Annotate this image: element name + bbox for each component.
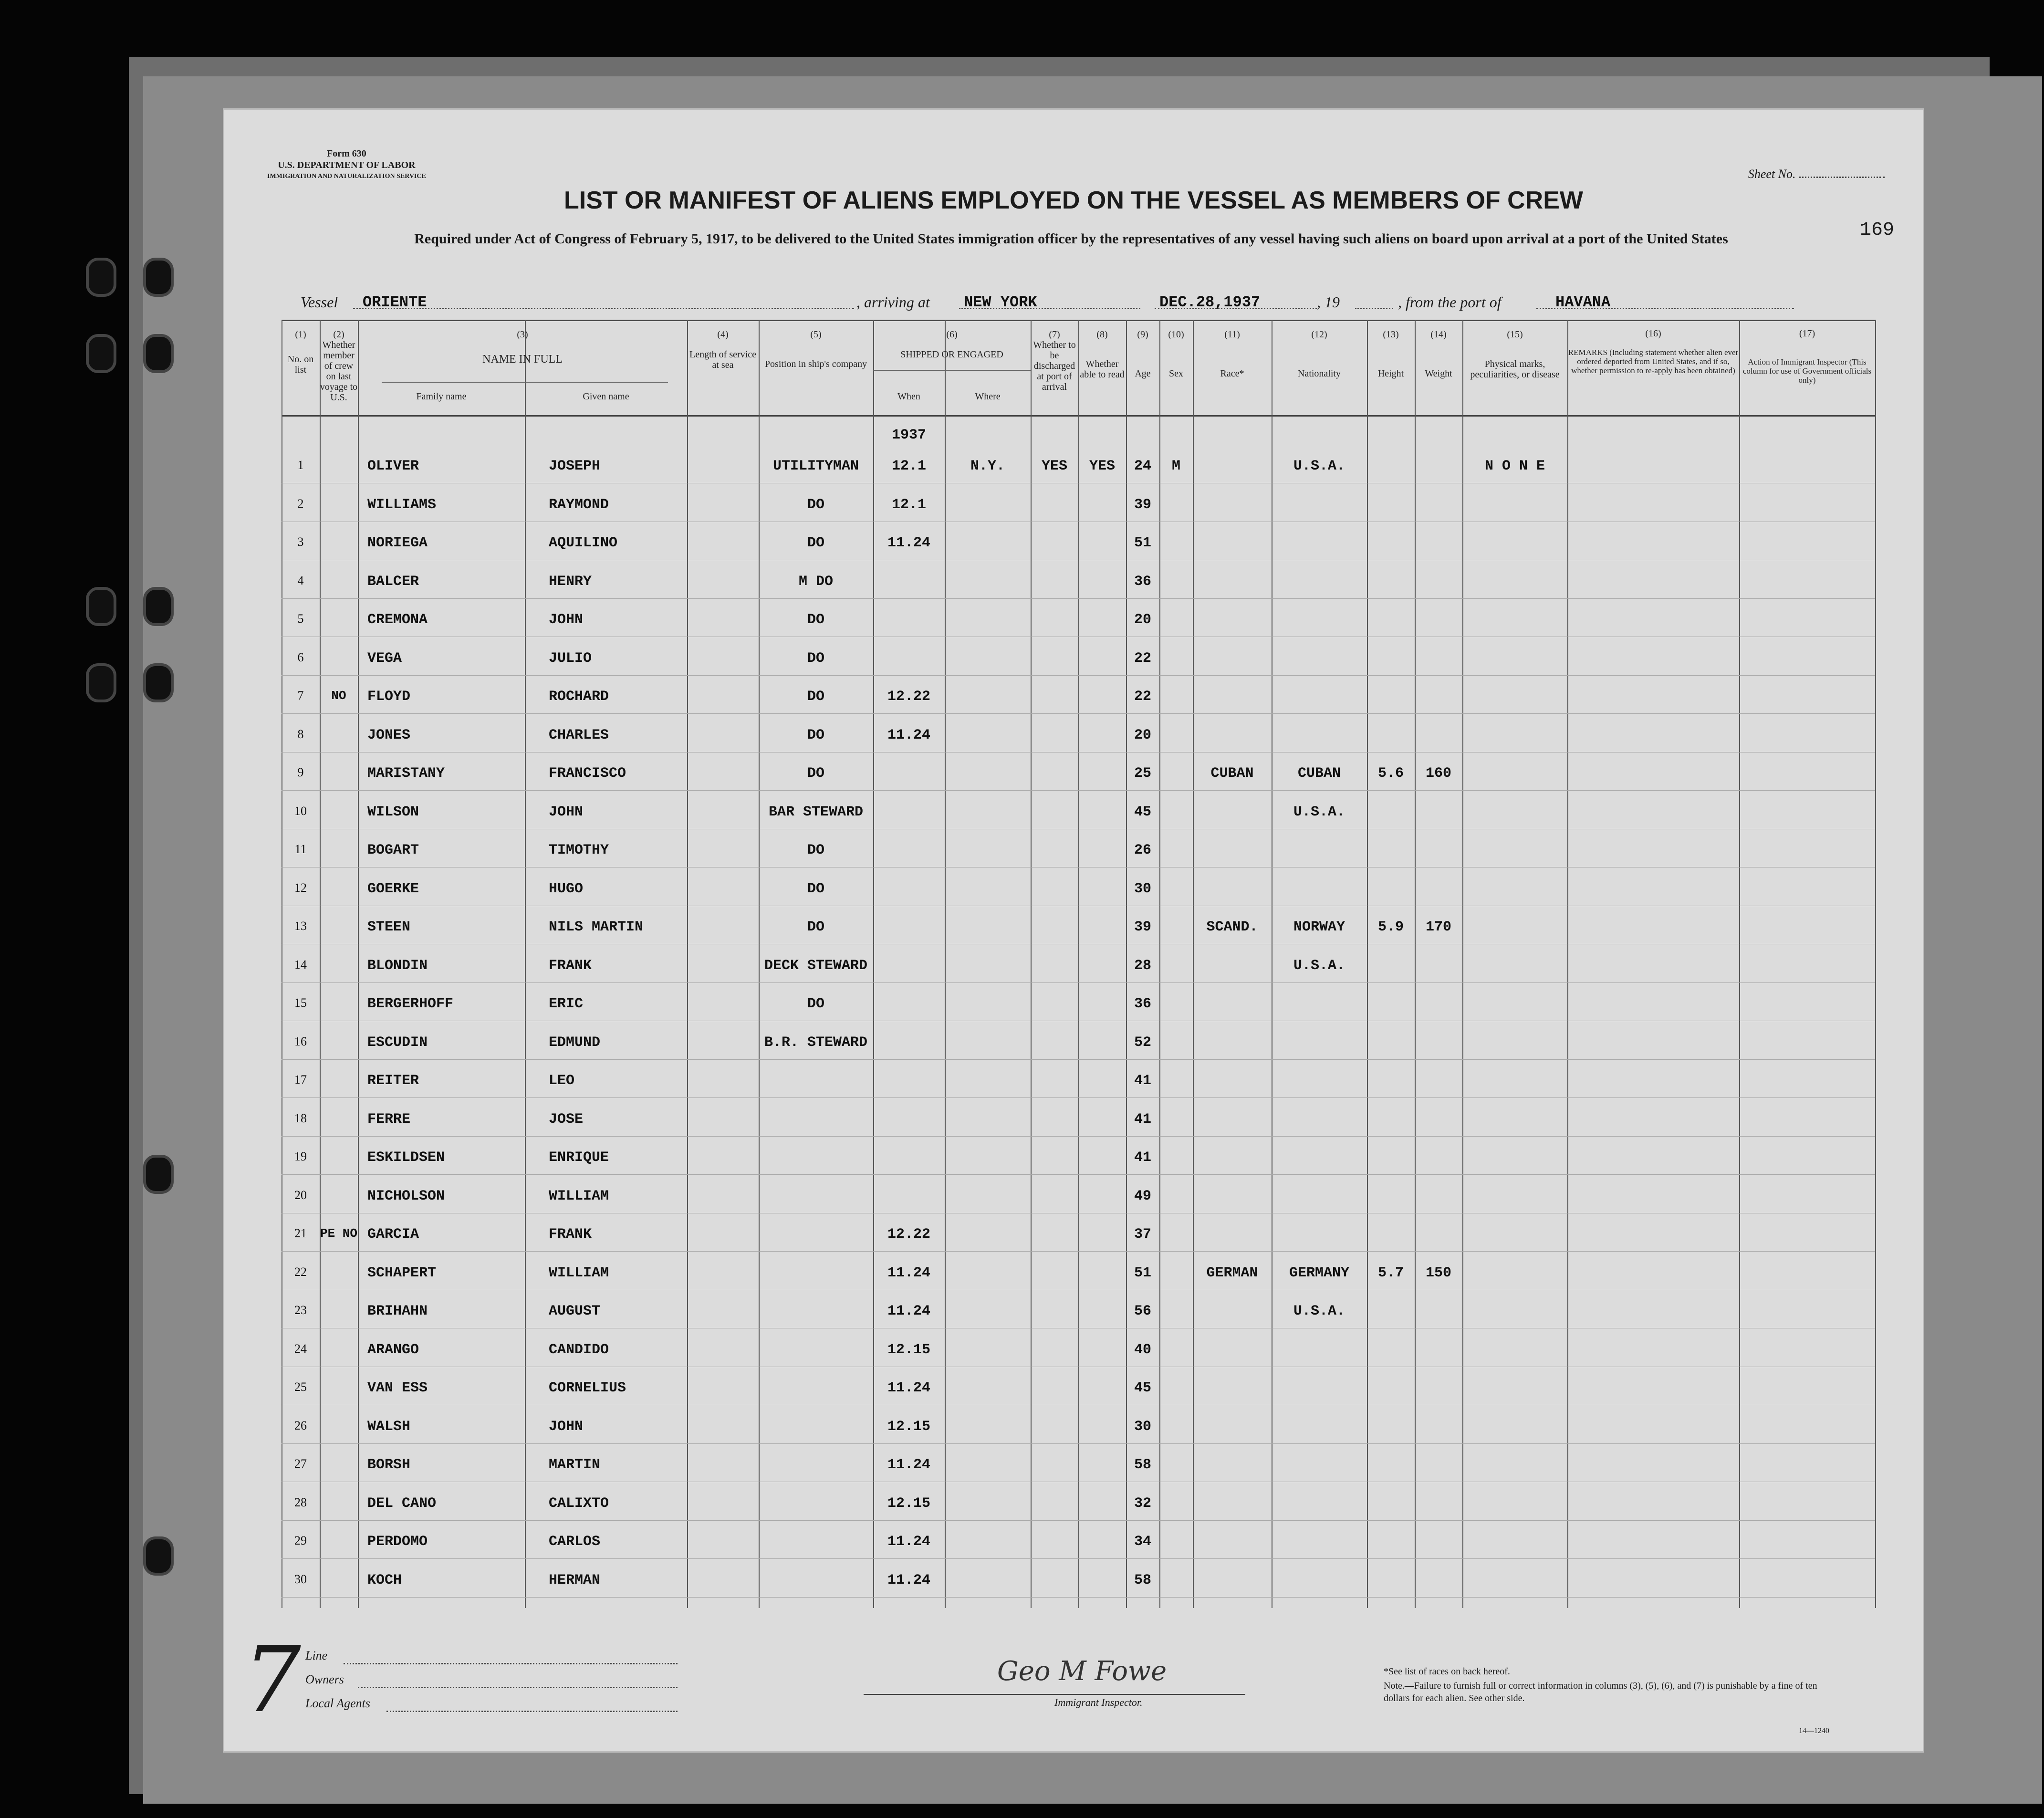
family-name-cell: SCHAPERT <box>367 1264 437 1281</box>
row-number: 14 <box>294 957 307 972</box>
weight-cell: 160 <box>1425 765 1451 782</box>
penalty-note: Note.—Failure to furnish full or correct information in columns (3), (5), (6), and (7) is punishable by a fine of ten dollars for each alien. See other side. <box>1384 1681 1817 1703</box>
given-name-cell: LEO <box>549 1073 575 1089</box>
physical-marks-cell: N O N E <box>1484 458 1545 474</box>
family-name-cell: WALSH <box>367 1418 411 1435</box>
row-number: 13 <box>294 919 307 933</box>
shipped-when-cell: 12.15 <box>887 1341 930 1358</box>
col-10-label: Sex <box>1169 368 1183 379</box>
row-number: 11 <box>294 842 307 856</box>
col-10-header <box>1159 329 1193 379</box>
weight-cell: 170 <box>1425 919 1451 935</box>
row-number: 20 <box>294 1188 307 1202</box>
shipped-when-cell: 11.24 <box>887 1264 930 1281</box>
position-cell: DO <box>807 535 824 551</box>
given-name-header: Given name <box>583 391 629 402</box>
position-cell: DO <box>807 727 824 743</box>
position-cell: DO <box>807 612 824 628</box>
given-name-cell: FRANK <box>549 1226 592 1243</box>
shipped-where-cell: N.Y. <box>970 458 1005 474</box>
family-name-cell: MARISTANY <box>367 765 445 782</box>
row-number: 24 <box>294 1341 307 1356</box>
height-cell: 5.9 <box>1377 919 1404 935</box>
nationality-cell: GERMANY <box>1289 1264 1350 1281</box>
row-rule <box>282 1059 1875 1060</box>
age-cell: 34 <box>1134 1534 1151 1550</box>
family-name-cell: KOCH <box>367 1572 402 1588</box>
column-rule <box>945 320 946 1608</box>
binder-hole <box>143 1155 174 1194</box>
race-cell: SCAND. <box>1206 919 1258 935</box>
position-cell: DO <box>807 689 824 705</box>
family-name-cell: WILSON <box>367 804 419 820</box>
col-4-label: Length of service at sea <box>689 349 756 370</box>
family-name-cell: VEGA <box>367 650 402 667</box>
col-3-label: NAME IN FULL <box>482 353 563 366</box>
col-14-number: (14) <box>1430 329 1447 340</box>
row-number: 17 <box>294 1073 307 1087</box>
shipped-when-cell: 12.1 <box>891 496 926 513</box>
col-13-number: (13) <box>1383 329 1399 340</box>
shipped-when-cell: 11.24 <box>887 1534 930 1550</box>
age-cell: 25 <box>1134 765 1151 782</box>
shipped-when-cell: 11.24 <box>887 1380 930 1396</box>
last-voyage-cell: PE NO <box>320 1226 357 1241</box>
departure-port: HAVANA <box>1555 293 1611 311</box>
col-8-header <box>1078 329 1126 380</box>
given-name-cell: JOSE <box>549 1111 584 1128</box>
age-cell: 30 <box>1134 1418 1151 1435</box>
column-rule <box>687 320 688 1608</box>
shipped-when-cell: 12.22 <box>887 1226 930 1243</box>
row-number: 10 <box>294 804 307 818</box>
family-name-cell: ARANGO <box>367 1341 419 1358</box>
stamp-number: 169 <box>1859 219 1894 241</box>
family-name-cell: VAN ESS <box>367 1380 428 1396</box>
given-name-cell: TIMOTHY <box>549 842 609 858</box>
discharged-cell: YES <box>1041 458 1067 474</box>
given-name-cell: EDMUND <box>549 1034 601 1051</box>
col-13-header <box>1367 329 1415 379</box>
position-cell: DECK STEWARD <box>764 957 868 974</box>
position-cell: DO <box>807 880 824 897</box>
given-name-cell: HERMAN <box>549 1572 601 1588</box>
given-name-cell: CARLOS <box>549 1534 601 1550</box>
given-name-cell: WILLIAM <box>549 1264 609 1281</box>
position-cell: DO <box>807 842 824 858</box>
arriving-label: , arriving at <box>856 293 930 311</box>
age-cell: 24 <box>1134 458 1151 474</box>
arrival-port: NEW YORK <box>964 293 1037 311</box>
row-rule <box>282 675 1875 676</box>
col-5-number: (5) <box>810 329 822 340</box>
row-rule <box>282 1251 1875 1252</box>
family-name-cell: REITER <box>367 1073 419 1089</box>
col-10-number: (10) <box>1168 329 1184 340</box>
service-name: IMMIGRATION AND NATURALIZATION SERVICE <box>267 173 426 180</box>
age-cell: 41 <box>1134 1149 1151 1166</box>
row-number: 2 <box>297 496 304 511</box>
column-rule <box>1159 320 1160 1608</box>
row-number: 6 <box>297 650 304 664</box>
row-number: 29 <box>294 1534 307 1547</box>
col-17-number: (17) <box>1799 328 1815 339</box>
given-name-cell: AQUILINO <box>549 535 618 551</box>
family-name-cell: DEL CANO <box>367 1495 437 1512</box>
row-number: 15 <box>294 996 307 1010</box>
col-17-header <box>1739 329 1875 385</box>
given-name-cell: HENRY <box>549 573 592 590</box>
binder-hole <box>143 1536 174 1576</box>
age-cell: 52 <box>1134 1034 1151 1051</box>
age-cell: 58 <box>1134 1572 1151 1588</box>
family-name-cell: PERDOMO <box>367 1534 428 1550</box>
age-cell: 49 <box>1134 1188 1151 1204</box>
form-reference <box>267 148 426 182</box>
col-15-number: (15) <box>1507 329 1523 340</box>
row-number: 16 <box>294 1034 307 1048</box>
col-9-header <box>1126 329 1159 379</box>
able-to-read-cell: YES <box>1089 458 1115 474</box>
col-16-number: (16) <box>1645 328 1661 339</box>
page-title: LIST OR MANIFEST OF ALIENS EMPLOYED ON THE VESSEL AS MEMBERS OF CREW <box>564 187 1583 214</box>
race-cell: CUBAN <box>1210 765 1254 782</box>
row-rule <box>282 1136 1875 1137</box>
col-13-label: Height <box>1377 368 1404 379</box>
row-number: 25 <box>294 1380 307 1394</box>
owners-label: Owners <box>305 1672 344 1686</box>
shipped-when-cell: 11.24 <box>887 535 930 551</box>
given-name-cell: ENRIQUE <box>549 1149 609 1166</box>
binder-hole <box>143 258 174 297</box>
age-cell: 39 <box>1134 919 1151 935</box>
position-cell: DO <box>807 996 824 1012</box>
col-3-number: (3) <box>517 329 528 340</box>
age-cell: 56 <box>1134 1303 1151 1319</box>
col-5-header <box>759 329 873 369</box>
given-name-cell: CANDIDO <box>549 1341 609 1358</box>
column-rule <box>358 320 359 1608</box>
col-9-number: (9) <box>1137 329 1148 340</box>
col-16-label: REMARKS (Including statement whether alien ever ordered deported from United States, and if so, whether permission to re-apply has been obtained) <box>1568 348 1739 375</box>
age-cell: 41 <box>1134 1073 1151 1089</box>
sheet-number-label: Sheet No. <box>1748 167 1796 181</box>
family-name-cell: BORSH <box>367 1457 411 1473</box>
given-name-cell: MARTIN <box>549 1457 601 1473</box>
column-rule <box>1031 320 1032 1608</box>
col-16-header <box>1567 329 1739 375</box>
row-number: 9 <box>297 765 304 779</box>
col-4-header <box>687 329 759 370</box>
age-cell: 51 <box>1134 1264 1151 1281</box>
family-name-cell: GARCIA <box>367 1226 419 1243</box>
family-name-cell: NICHOLSON <box>367 1188 445 1204</box>
col-6-number: (6) <box>946 329 958 340</box>
family-name-cell: BRIHAHN <box>367 1303 428 1319</box>
nationality-cell: NORWAY <box>1293 919 1345 935</box>
race-cell: GERMAN <box>1206 1264 1258 1281</box>
position-cell: B.R. STEWARD <box>764 1034 868 1051</box>
given-name-cell: NILS MARTIN <box>549 919 644 935</box>
position-cell: DO <box>807 765 824 782</box>
col-12-number: (12) <box>1311 329 1327 340</box>
row-number: 22 <box>294 1264 307 1279</box>
given-name-cell: HUGO <box>549 880 584 897</box>
age-cell: 39 <box>1134 496 1151 513</box>
age-cell: 30 <box>1134 880 1151 897</box>
row-rule <box>282 1174 1875 1175</box>
col-9-label: Age <box>1135 368 1151 379</box>
vessel-label: Vessel <box>301 293 338 311</box>
column-rule <box>1567 320 1568 1608</box>
shipped-when-cell: 11.24 <box>887 727 930 743</box>
row-number: 21 <box>294 1226 307 1240</box>
row-rule <box>282 982 1875 983</box>
col-14-label: Weight <box>1425 368 1452 379</box>
races-note: *See list of races on back hereof. <box>1384 1666 1510 1677</box>
position-cell: M DO <box>798 573 833 590</box>
family-name-cell: ESKILDSEN <box>367 1149 445 1166</box>
arrival-date: DEC.28,1937 <box>1159 293 1261 311</box>
local-agents-label: Local Agents <box>305 1696 371 1710</box>
col-6-label: SHIPPED OR ENGAGED <box>900 349 1003 360</box>
age-cell: 22 <box>1134 689 1151 705</box>
family-name-cell: STEEN <box>367 919 411 935</box>
position-cell: UTILITYMAN <box>772 458 859 474</box>
family-name-cell: NORIEGA <box>367 535 428 551</box>
col-7-header <box>1031 329 1078 392</box>
family-name-cell: BERGERHOFF <box>367 996 454 1012</box>
col-7-label: Whether to be discharged at port of arrival <box>1033 340 1076 392</box>
col-4-number: (4) <box>717 329 729 340</box>
row-number: 30 <box>294 1572 307 1586</box>
line-label: Line <box>305 1649 328 1662</box>
row-number: 7 <box>297 689 304 702</box>
given-name-cell: RAYMOND <box>549 496 609 513</box>
column-rule <box>320 320 321 1608</box>
age-cell: 36 <box>1134 573 1151 590</box>
family-name-cell: BOGART <box>367 842 419 858</box>
family-name-cell: BLONDIN <box>367 957 428 974</box>
col-15-header <box>1462 329 1567 380</box>
given-name-cell: CHARLES <box>549 727 609 743</box>
age-cell: 37 <box>1134 1226 1151 1243</box>
shipped-when-cell: 12.15 <box>887 1418 930 1435</box>
row-rule <box>282 1597 1875 1598</box>
row-number: 4 <box>297 573 304 587</box>
nationality-cell: CUBAN <box>1297 765 1341 782</box>
col-1-label: No. on list <box>287 354 314 375</box>
given-name-cell: JOHN <box>549 804 584 820</box>
sheet-number <box>1748 167 1885 181</box>
age-cell: 22 <box>1134 650 1151 667</box>
row-number: 1 <box>297 458 304 472</box>
age-cell: 51 <box>1134 535 1151 551</box>
row-number: 5 <box>297 612 304 626</box>
age-cell: 26 <box>1134 842 1151 858</box>
print-code: 14—1240 <box>1799 1727 1829 1735</box>
col-2-header <box>320 329 358 403</box>
shipped-when-cell: 11.24 <box>887 1303 930 1319</box>
col-2-number: (2) <box>333 329 344 340</box>
age-cell: 20 <box>1134 727 1151 743</box>
year-label: , 19 <box>1317 293 1340 311</box>
column-rule <box>1415 320 1416 1608</box>
column-rule <box>525 320 526 1608</box>
given-name-cell: ROCHARD <box>549 689 609 705</box>
binder-hole <box>86 258 116 297</box>
col-15-label: Physical marks, peculiarities, or disease <box>1470 359 1560 380</box>
page-mark: 7 <box>243 1627 301 1733</box>
shipped-when-cell: 11.24 <box>887 1572 930 1588</box>
column-rule <box>1875 320 1876 1608</box>
row-number: 23 <box>294 1303 307 1317</box>
row-rule <box>282 713 1875 714</box>
col-1-header <box>282 329 320 375</box>
where-header: Where <box>975 391 1001 402</box>
binder-hole <box>143 663 174 702</box>
row-rule <box>282 790 1875 791</box>
column-rule <box>1078 320 1079 1608</box>
column-rule <box>1739 320 1740 1608</box>
binder-hole <box>86 334 116 373</box>
col-2-label: Whether member of crew on last voyage to U.S. <box>320 340 358 403</box>
nationality-cell: U.S.A. <box>1293 458 1345 474</box>
shipped-when-cell: 12.22 <box>887 689 930 705</box>
binder-hole <box>86 663 116 702</box>
position-cell: DO <box>807 650 824 667</box>
nationality-cell: U.S.A. <box>1293 804 1345 820</box>
col-12-header <box>1272 329 1367 379</box>
age-cell: 58 <box>1134 1457 1151 1473</box>
row-rule <box>282 1558 1875 1559</box>
height-cell: 5.6 <box>1377 765 1404 782</box>
last-voyage-cell: NO <box>331 689 346 703</box>
position-cell: BAR STEWARD <box>768 804 864 820</box>
age-cell: 36 <box>1134 996 1151 1012</box>
age-cell: 45 <box>1134 804 1151 820</box>
binder-hole <box>86 587 116 626</box>
page-subtitle: Required under Act of Congress of February 5, 1917, to be delivered to the United States immigration officer by the representatives of any vessel having such aliens on board upon arrival at a port of the United States <box>414 231 1728 247</box>
row-number: 27 <box>294 1457 307 1471</box>
age-cell: 41 <box>1134 1111 1151 1128</box>
col-11-label: Race* <box>1220 368 1244 379</box>
row-rule <box>282 1097 1875 1098</box>
family-name-cell: JONES <box>367 727 411 743</box>
row-rule <box>282 1443 1875 1444</box>
col-12-label: Nationality <box>1298 368 1341 379</box>
given-name-cell: ERIC <box>549 996 584 1012</box>
family-name-cell: CREMONA <box>367 612 428 628</box>
age-cell: 45 <box>1134 1380 1151 1396</box>
column-rule <box>1462 320 1463 1608</box>
inspector-signature: Geo M Fowe <box>997 1656 1167 1687</box>
row-rule <box>282 598 1875 599</box>
col-6-header <box>873 329 1031 360</box>
column-rule <box>1193 320 1194 1608</box>
row-number: 28 <box>294 1495 307 1509</box>
age-cell: 28 <box>1134 957 1151 974</box>
age-cell: 20 <box>1134 612 1151 628</box>
binder-hole <box>143 334 174 373</box>
shipped-when-cell: 11.24 <box>887 1457 930 1473</box>
given-name-cell: AUGUST <box>549 1303 601 1319</box>
family-name-cell: FLOYD <box>367 689 411 705</box>
row-number: 19 <box>294 1149 307 1163</box>
column-rule <box>1367 320 1368 1608</box>
given-name-cell: CALIXTO <box>549 1495 609 1512</box>
given-name-cell: FRANCISCO <box>549 765 626 782</box>
position-cell: DO <box>807 496 824 513</box>
year-heading: 1937 <box>891 427 926 443</box>
voyage-line <box>301 293 1875 317</box>
given-name-cell: JOHN <box>549 612 584 628</box>
row-rule <box>282 1520 1875 1521</box>
col-7-number: (7) <box>1049 329 1060 340</box>
row-number: 8 <box>297 727 304 741</box>
age-cell: 32 <box>1134 1495 1151 1512</box>
height-cell: 5.7 <box>1377 1264 1404 1281</box>
family-name-cell: OLIVER <box>367 458 419 474</box>
row-number: 26 <box>294 1418 307 1432</box>
binder-hole <box>143 587 174 626</box>
inspector-label: Immigrant Inspector. <box>1054 1696 1143 1708</box>
given-name-cell: FRANK <box>549 957 592 974</box>
nationality-cell: U.S.A. <box>1293 1303 1345 1319</box>
manifest-sheet <box>224 110 1923 1751</box>
row-number: 3 <box>297 535 304 549</box>
col-5-label: Position in ship's company <box>764 359 867 369</box>
col-11-number: (11) <box>1224 329 1240 340</box>
family-name-cell: GOERKE <box>367 880 419 897</box>
shipped-when-cell: 12.1 <box>891 458 926 474</box>
row-number: 12 <box>294 880 307 895</box>
from-port-label: , from the port of <box>1398 293 1502 311</box>
given-name-cell: CORNELIUS <box>549 1380 626 1396</box>
col-3-header <box>358 329 687 365</box>
nationality-cell: U.S.A. <box>1293 957 1345 974</box>
crew-table <box>282 320 1875 1608</box>
when-header: When <box>897 391 920 402</box>
family-name-cell: BALCER <box>367 573 419 590</box>
family-name-cell: ESCUDIN <box>367 1034 428 1051</box>
given-name-cell: JOSEPH <box>549 458 601 474</box>
sex-cell: M <box>1171 458 1180 474</box>
col-1-number: (1) <box>295 329 306 340</box>
col-11-header <box>1193 329 1272 379</box>
family-name-header: Family name <box>416 391 467 402</box>
position-cell: DO <box>807 919 824 935</box>
form-number: Form 630 <box>327 148 366 159</box>
weight-cell: 150 <box>1425 1264 1451 1281</box>
col-17-label: Action of Immigrant Inspector (This column for use of Government officials only) <box>1742 357 1872 385</box>
given-name-cell: WILLIAM <box>549 1188 609 1204</box>
given-name-cell: JOHN <box>549 1418 584 1435</box>
given-name-cell: JULIO <box>549 650 592 667</box>
column-rule <box>873 320 874 1608</box>
age-cell: 40 <box>1134 1341 1151 1358</box>
col-8-label: Whether able to read <box>1080 359 1125 380</box>
department-name: U.S. DEPARTMENT OF LABOR <box>278 160 416 170</box>
family-name-cell: FERRE <box>367 1111 411 1128</box>
col-8-number: (8) <box>1096 329 1108 340</box>
row-number: 18 <box>294 1111 307 1125</box>
col-14-header <box>1415 329 1462 379</box>
vessel-name: ORIENTE <box>363 293 427 311</box>
shipped-when-cell: 12.15 <box>887 1495 930 1512</box>
family-name-cell: WILLIAMS <box>367 496 437 513</box>
